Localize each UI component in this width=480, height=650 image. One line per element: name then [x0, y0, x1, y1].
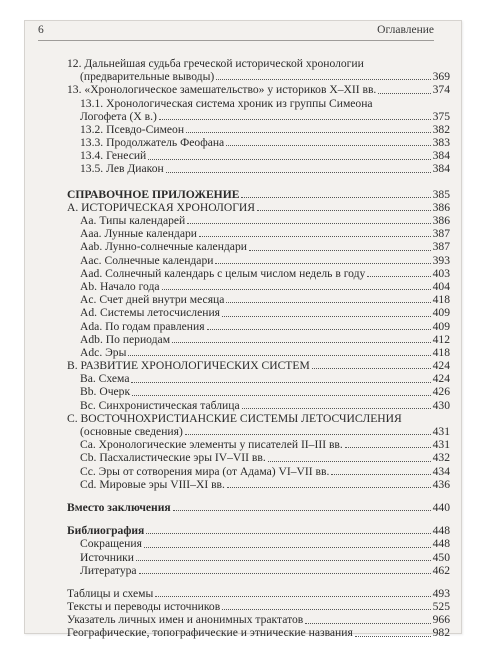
toc-entry-aac[interactable]: Aac. Солнечные календари 393	[80, 253, 450, 267]
leader-dots	[144, 547, 431, 548]
page-ref: 440	[432, 500, 450, 514]
page-ref: 384	[432, 149, 450, 163]
toc-entry-adb[interactable]: Adb. По периодам 412	[80, 332, 450, 346]
toc-entry-adc[interactable]: Adc. Эры 418	[80, 345, 450, 359]
toc-entry-literature[interactable]: Литература 462	[80, 563, 450, 577]
toc-entry-aab[interactable]: Aab. Лунно-солнечные календари 387	[80, 240, 450, 254]
page-number: 6	[38, 24, 44, 36]
page-ref: 409	[432, 306, 450, 320]
toc-entry-section-a[interactable]: A. ИСТОРИЧЕСКАЯ ХРОНОЛОГИЯ 386	[67, 200, 450, 214]
toc-entry-ba[interactable]: Ba. Схема 424	[80, 372, 450, 386]
leader-dots	[186, 132, 431, 133]
page-ref: 966	[432, 613, 450, 627]
leader-dots	[331, 474, 430, 475]
leader-dots	[268, 461, 431, 462]
page-ref: 418	[432, 293, 450, 307]
toc-entry-section-c[interactable]: C. ВОСТОЧНОХРИСТИАНСКИЕ СИСТЕМЫ ЛЕТОСЧИСЛЕНИЯ (основные сведения) 431	[67, 411, 450, 439]
leader-dots	[367, 276, 430, 277]
toc-entry-aaa[interactable]: Aaa. Лунные календари 387	[80, 227, 450, 241]
toc-entry-ac[interactable]: Ac. Счет дней внутри месяца 418	[80, 293, 450, 307]
page-ref: 386	[432, 200, 450, 214]
page-ref: 369	[432, 70, 450, 84]
page-ref: 424	[432, 359, 450, 373]
page-ref: 430	[432, 398, 450, 412]
toc-entry-13-1[interactable]: 13.1. Хронологическая система хроник из группы Симеона Логофета (X в.) 375	[80, 96, 450, 123]
table-of-contents	[67, 57, 450, 640]
leader-dots	[139, 573, 431, 574]
page-ref: 385	[432, 187, 450, 201]
page-ref: 383	[432, 136, 450, 150]
leader-dots	[305, 623, 430, 624]
header-rule	[38, 40, 434, 41]
page-ref: 393	[432, 253, 450, 267]
page-ref: 418	[432, 345, 450, 359]
leader-dots	[207, 329, 431, 330]
page-ref: 493	[432, 586, 450, 600]
leader-dots	[242, 408, 431, 409]
toc-entry-13[interactable]: 13. «Хронологическое замешательство» у историков X–XII вв. 374	[67, 83, 450, 97]
running-title: Оглавление	[377, 24, 434, 36]
page-ref: 436	[432, 477, 450, 491]
toc-entry-bibliography[interactable]: Библиография 448	[67, 524, 450, 538]
page-ref: 426	[432, 385, 450, 399]
leader-dots	[128, 355, 430, 356]
page-ref: 403	[432, 266, 450, 280]
toc-entry-13-4[interactable]: 13.4. Генесий 384	[80, 149, 450, 163]
leader-dots	[215, 263, 430, 264]
leader-dots	[162, 289, 431, 290]
toc-entry-tables[interactable]: Таблицы и схемы 493	[67, 586, 450, 600]
page-ref: 375	[432, 109, 450, 123]
leader-dots	[222, 316, 431, 317]
leader-dots	[148, 159, 430, 160]
page-ref: 387	[432, 240, 450, 254]
page-ref: 409	[432, 319, 450, 333]
leader-dots	[378, 93, 430, 94]
page-ref: 432	[432, 451, 450, 465]
page-ref: 448	[432, 524, 450, 538]
page-ref: 450	[432, 550, 450, 564]
page-ref: 434	[432, 464, 450, 478]
leader-dots	[199, 236, 431, 237]
page-ref: 448	[432, 537, 450, 551]
toc-entry-cd[interactable]: Cd. Мировые эры VIII–XI вв. 436	[80, 477, 450, 491]
leader-dots	[312, 368, 431, 369]
page-ref: 412	[432, 332, 450, 346]
leader-dots	[159, 119, 431, 120]
toc-entry-section-b[interactable]: B. РАЗВИТИЕ ХРОНОЛОГИЧЕСКИХ СИСТЕМ 424	[67, 359, 450, 373]
toc-entry-ca[interactable]: Ca. Хронологические элементы у писателей II–III вв. 431	[80, 438, 450, 452]
toc-entry-conclusion[interactable]: Вместо заключения 440	[67, 500, 450, 514]
leader-dots	[172, 342, 431, 343]
page-ref: 374	[432, 83, 450, 97]
toc-entry-bb[interactable]: Bb. Очерк 426	[80, 385, 450, 399]
page-ref: 462	[432, 563, 450, 577]
toc-entry-name-index[interactable]: Указатель личных имен и анонимных трактатов 966	[67, 613, 450, 627]
leader-dots	[227, 487, 431, 488]
leader-dots	[131, 382, 430, 383]
toc-entry-sources[interactable]: Источники 450	[80, 550, 450, 564]
page-ref: 386	[432, 214, 450, 228]
page-ref: 525	[432, 600, 450, 614]
page-ref: 382	[432, 122, 450, 136]
leader-dots	[187, 223, 430, 224]
page-ref: 384	[432, 162, 450, 176]
toc-entry-ada[interactable]: Ada. По годам правления 409	[80, 319, 450, 333]
toc-entry-geo-index[interactable]: Географические, топографические и этнические названия 982	[67, 626, 450, 640]
toc-entry-aa[interactable]: Aa. Типы календарей 386	[80, 214, 450, 228]
toc-entry-appendix[interactable]: СПРАВОЧНОЕ ПРИЛОЖЕНИЕ 385	[67, 187, 450, 201]
toc-entry-cb[interactable]: Cb. Пасхалистические эры IV–VII вв. 432	[80, 451, 450, 465]
toc-entry-13-3[interactable]: 13.3. Продолжатель Феофана 383	[80, 136, 450, 150]
leader-dots	[216, 79, 430, 80]
page-ref: 387	[432, 227, 450, 241]
leader-dots	[132, 395, 431, 396]
page-ref: 431	[432, 438, 450, 452]
leader-dots	[355, 636, 431, 637]
toc-entry-bc[interactable]: Bc. Синхронистическая таблица 430	[80, 398, 450, 412]
leader-dots	[345, 447, 431, 448]
leader-dots	[226, 302, 430, 303]
toc-entry-abbreviations[interactable]: Сокращения 448	[80, 537, 450, 551]
leader-dots	[136, 560, 431, 561]
leader-dots	[241, 197, 430, 198]
leader-dots	[166, 172, 431, 173]
page-ref: 982	[432, 626, 450, 640]
leader-dots	[226, 145, 430, 146]
toc-entry-ad[interactable]: Ad. Системы летосчисления 409	[80, 306, 450, 320]
page-ref: 404	[432, 279, 450, 293]
leader-dots	[249, 250, 431, 251]
leader-dots	[155, 596, 430, 597]
leader-dots	[185, 434, 431, 435]
toc-entry-13-2[interactable]: 13.2. Псевдо-Симеон 382	[80, 122, 450, 136]
leader-dots	[146, 533, 430, 534]
leader-dots	[222, 609, 430, 610]
toc-entry-12[interactable]: 12. Дальнейшая судьба греческой исторической хронологии (предварительные выводы) 369	[67, 56, 450, 84]
toc-entry-cc[interactable]: Cc. Эры от сотворения мира (от Адама) VI–VII вв. 434	[80, 464, 450, 478]
toc-entry-13-5[interactable]: 13.5. Лев Диакон 384	[80, 162, 450, 176]
toc-entry-texts[interactable]: Тексты и переводы источников 525	[67, 600, 450, 614]
page-ref: 431	[432, 425, 450, 439]
page-ref: 424	[432, 372, 450, 386]
leader-dots	[173, 510, 431, 511]
leader-dots	[257, 210, 431, 211]
toc-entry-ab[interactable]: Ab. Начало года 404	[80, 279, 450, 293]
toc-entry-aad[interactable]: Aad. Солнечный календарь с целым числом недель в году 403	[80, 266, 450, 280]
